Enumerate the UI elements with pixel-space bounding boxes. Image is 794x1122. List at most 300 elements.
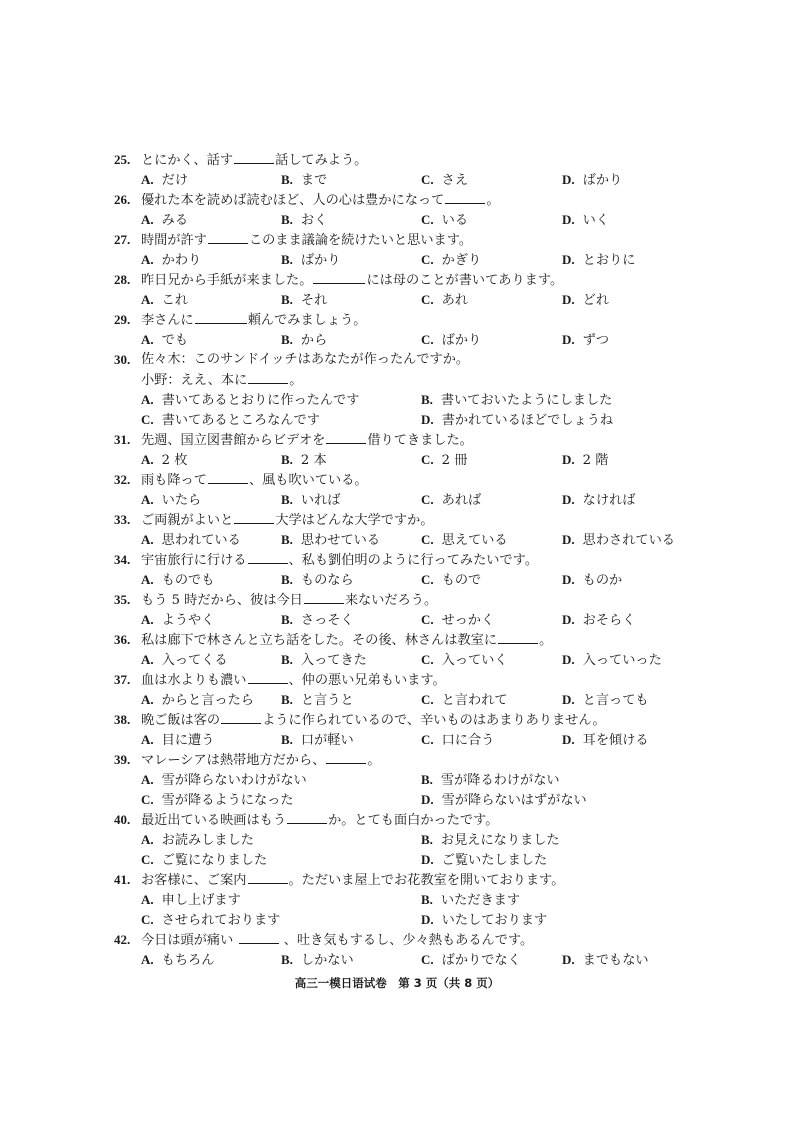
- stem-text: マレーシアは熱帯地方だから、: [141, 753, 326, 768]
- answer-option: [281, 650, 367, 671]
- question-stem-row: [0, 430, 794, 450]
- option-text: それ: [300, 293, 328, 308]
- question-stem-row: [0, 190, 794, 210]
- option-letter: C.: [141, 412, 154, 427]
- answer-option: [281, 490, 340, 511]
- stem-text: 来ないだろう。: [344, 593, 438, 608]
- answer-option: [141, 790, 294, 811]
- stem-text: 雨も降って: [141, 473, 207, 488]
- option-text: 入ってきた: [300, 653, 367, 668]
- answer-blank: [195, 310, 247, 324]
- option-text: ずつ: [582, 333, 610, 348]
- option-text: 口に合う: [441, 733, 495, 748]
- answer-option: [562, 690, 649, 711]
- answer-option: [421, 570, 481, 591]
- options-row: [0, 330, 794, 350]
- options-row: [0, 730, 794, 750]
- stem-text: 宇宙旅行に行ける: [141, 553, 247, 568]
- option-text: 2 枚: [161, 453, 188, 468]
- option-text: 思わせている: [300, 533, 381, 548]
- answer-option: [141, 210, 188, 231]
- option-text: 耳を傾ける: [582, 733, 649, 748]
- option-letter: A.: [141, 292, 154, 307]
- answer-option: [562, 170, 622, 191]
- answer-option: [281, 210, 327, 231]
- options-row: [0, 850, 794, 870]
- option-letter: B.: [281, 532, 293, 547]
- option-letter: B.: [421, 392, 433, 407]
- question-stem-row: [0, 870, 794, 890]
- question-number: 27.: [114, 232, 131, 247]
- answer-option: [562, 450, 608, 471]
- question-stem: [141, 270, 563, 291]
- option-letter: A.: [141, 572, 154, 587]
- answer-option: [141, 290, 188, 311]
- question-stem: [141, 930, 533, 951]
- question-number: 30.: [114, 352, 131, 367]
- answer-option: [141, 530, 241, 551]
- answer-option: [421, 890, 520, 911]
- question-stem: [141, 150, 367, 171]
- answer-option: [141, 170, 188, 191]
- question-number: 32.: [114, 472, 131, 487]
- answer-blank: [208, 470, 248, 484]
- stem-text: 、吐き気もするし、少々熱もあるんです。: [279, 933, 534, 948]
- answer-blank: [234, 510, 274, 524]
- option-letter: B.: [281, 252, 293, 267]
- answer-blank: [234, 150, 274, 164]
- question-stem: [141, 590, 437, 611]
- option-text: お読みしました: [161, 833, 254, 848]
- option-text: あれば: [441, 493, 482, 508]
- option-letter: B.: [421, 832, 433, 847]
- stem-text: 、私も劉伯明のように行ってみたいです。: [288, 553, 539, 568]
- options-row: [0, 450, 794, 470]
- option-text: ものでも: [161, 573, 215, 588]
- answer-option: [421, 950, 521, 971]
- stem-text: 優れた本を読めば読むほど、人の心は豊かになって: [141, 193, 445, 208]
- options-row: [0, 490, 794, 510]
- answer-blank: [304, 590, 344, 604]
- option-text: まで: [300, 173, 328, 188]
- options-row: [0, 570, 794, 590]
- question-stem: [141, 190, 500, 211]
- answer-option: [562, 290, 609, 311]
- answer-option: [141, 250, 201, 271]
- option-letter: D.: [421, 792, 434, 807]
- option-text: と言うと: [300, 693, 354, 708]
- answer-option: [281, 730, 354, 751]
- option-text: いたら: [161, 493, 202, 508]
- option-letter: C.: [421, 612, 434, 627]
- stem-text: 。: [367, 753, 381, 768]
- stem-text: 、仲の悪い兄弟もいます。: [288, 673, 446, 688]
- option-letter: A.: [141, 772, 154, 787]
- option-text: 2 階: [582, 453, 609, 468]
- answer-option: [141, 890, 241, 911]
- answer-option: [281, 170, 327, 191]
- answer-blank: [248, 870, 288, 884]
- option-text: おく: [300, 213, 328, 228]
- option-text: いただきます: [440, 893, 521, 908]
- option-letter: B.: [281, 492, 293, 507]
- option-letter: D.: [562, 692, 575, 707]
- question-stem-row: [0, 350, 794, 370]
- question-stem: [141, 750, 381, 771]
- option-letter: A.: [141, 612, 154, 627]
- answer-blank: [287, 810, 327, 824]
- answer-blank: [221, 710, 261, 724]
- option-text: から: [300, 333, 328, 348]
- option-text: さえ: [441, 173, 469, 188]
- option-letter: D.: [562, 172, 575, 187]
- question-stem: [141, 670, 446, 691]
- answer-option: [421, 450, 467, 471]
- option-text: 思われている: [161, 533, 241, 548]
- option-text: かわり: [161, 253, 202, 268]
- question-number: 28.: [114, 272, 131, 287]
- answer-option: [281, 690, 354, 711]
- stem-text: 。ただいま屋上でお花教室を開いております。: [288, 873, 565, 888]
- answer-blank: [498, 630, 538, 644]
- answer-option: [562, 730, 649, 751]
- option-letter: B.: [281, 572, 293, 587]
- question-number: 36.: [114, 632, 131, 647]
- option-text: 書かれているほどでしょうね: [441, 413, 614, 428]
- answer-blank: [239, 930, 279, 944]
- answer-blank: [248, 670, 288, 684]
- options-row: [0, 890, 794, 910]
- options-row: [0, 410, 794, 430]
- option-text: ようやく: [161, 613, 215, 628]
- answer-option: [281, 250, 340, 271]
- stem-text: 時間が許す: [141, 233, 207, 248]
- option-text: かぎり: [441, 253, 482, 268]
- page-footer: 高三一模日语试卷 第 3 页（共 8 页）: [294, 976, 500, 990]
- option-letter: B.: [281, 332, 293, 347]
- option-letter: D.: [562, 532, 575, 547]
- option-text: さっそく: [300, 613, 354, 628]
- option-text: どれ: [582, 293, 610, 308]
- option-letter: A.: [141, 172, 154, 187]
- option-letter: D.: [421, 852, 434, 867]
- question-number: 29.: [114, 312, 131, 327]
- option-text: 入ってくる: [161, 653, 228, 668]
- question-stem: [141, 550, 538, 571]
- question-stem-row: [0, 510, 794, 530]
- option-letter: C.: [421, 692, 434, 707]
- question-stem-row: [0, 630, 794, 650]
- answer-option: [562, 210, 609, 231]
- answer-option: [562, 950, 649, 971]
- answer-option: [421, 610, 494, 631]
- option-letter: D.: [562, 652, 575, 667]
- option-text: ご覧いたしました: [441, 853, 548, 868]
- question-stem-row: [0, 810, 794, 830]
- option-text: 書いてあるところなんです: [161, 413, 320, 428]
- option-letter: C.: [141, 852, 154, 867]
- answer-option: [562, 330, 609, 351]
- option-letter: D.: [562, 952, 575, 967]
- answer-option: [141, 910, 280, 931]
- stem-text: 大学はどんな大学ですか。: [275, 513, 434, 528]
- option-text: あれ: [441, 293, 469, 308]
- question-sheet: [0, 150, 794, 970]
- question-stem-row: [0, 930, 794, 950]
- answer-option: [421, 530, 508, 551]
- option-text: 申し上げます: [161, 893, 241, 908]
- option-text: 思わされている: [582, 533, 675, 548]
- option-letter: C.: [421, 492, 434, 507]
- answer-option: [141, 490, 201, 511]
- option-text: 書いておいたようにしました: [440, 393, 613, 408]
- answer-option: [562, 530, 675, 551]
- question-stem: [141, 870, 564, 891]
- question-number: 40.: [114, 812, 131, 827]
- question-dialogue-row: [0, 370, 794, 390]
- option-text: ものか: [582, 573, 623, 588]
- question-stem: [141, 630, 552, 651]
- answer-option: [562, 570, 622, 591]
- answer-blank: [208, 230, 248, 244]
- option-letter: C.: [421, 252, 434, 267]
- question-stem-row: [0, 470, 794, 490]
- answer-option: [421, 330, 481, 351]
- option-letter: C.: [421, 332, 434, 347]
- options-row: [0, 690, 794, 710]
- answer-option: [421, 770, 560, 791]
- answer-option: [141, 410, 320, 431]
- option-letter: A.: [141, 452, 154, 467]
- stem-text: 。: [486, 193, 500, 208]
- option-letter: B.: [281, 692, 293, 707]
- answer-option: [141, 450, 187, 471]
- question-number: 37.: [114, 672, 131, 687]
- answer-option: [141, 730, 214, 751]
- option-letter: C.: [421, 292, 434, 307]
- question-stem: [141, 470, 368, 491]
- option-letter: C.: [421, 652, 434, 667]
- question-stem: [141, 810, 498, 831]
- option-letter: D.: [562, 212, 575, 227]
- option-letter: C.: [421, 452, 434, 467]
- answer-option: [281, 290, 327, 311]
- option-letter: D.: [562, 732, 575, 747]
- answer-blank: [445, 190, 485, 204]
- answer-option: [141, 610, 214, 631]
- option-letter: B.: [281, 652, 293, 667]
- answer-option: [281, 530, 380, 551]
- answer-option: [281, 610, 354, 631]
- question-number: 42.: [114, 932, 131, 947]
- question-stem: [141, 230, 472, 251]
- option-text: なければ: [582, 493, 636, 508]
- answer-option: [421, 490, 481, 511]
- option-text: おそらく: [582, 613, 636, 628]
- option-text: いれば: [300, 493, 341, 508]
- option-letter: B.: [421, 892, 433, 907]
- answer-option: [421, 250, 481, 271]
- answer-option: [421, 850, 547, 871]
- option-text: ばかり: [441, 333, 482, 348]
- option-letter: A.: [141, 212, 154, 227]
- stem-text: ご両親がよいと: [141, 513, 234, 528]
- answer-option: [421, 390, 612, 411]
- answer-option: [421, 210, 468, 231]
- option-text: 雪が降るようになった: [161, 793, 294, 808]
- option-letter: A.: [141, 252, 154, 267]
- answer-option: [281, 570, 354, 591]
- stem-text: 話してみよう。: [275, 153, 368, 168]
- option-text: お見えになりました: [440, 833, 560, 848]
- option-letter: C.: [421, 732, 434, 747]
- options-row: [0, 250, 794, 270]
- answer-option: [141, 570, 214, 591]
- question-number: 25.: [114, 152, 131, 167]
- answer-blank: [326, 750, 366, 764]
- option-text: しかない: [300, 953, 354, 968]
- question-stem-row: [0, 710, 794, 730]
- stem-text: 佐々木：このサンドイッチはあなたが作ったんですか。: [141, 352, 470, 367]
- option-text: 入っていった: [582, 653, 662, 668]
- option-letter: A.: [141, 692, 154, 707]
- question-stem-row: [0, 670, 794, 690]
- option-text: と言っても: [582, 693, 649, 708]
- stem-text: か。とても面白かったです。: [328, 813, 499, 828]
- option-letter: B.: [281, 952, 293, 967]
- options-row: [0, 390, 794, 410]
- option-letter: D.: [562, 252, 575, 267]
- stem-text: には母のことが書いてあります。: [366, 273, 564, 288]
- options-row: [0, 770, 794, 790]
- stem-text: 昨日兄から手紙が来ました。: [141, 273, 313, 288]
- option-text: ご覧になりました: [161, 853, 268, 868]
- option-text: でも: [161, 333, 189, 348]
- question-number: 34.: [114, 552, 131, 567]
- answer-option: [141, 330, 188, 351]
- option-letter: A.: [141, 492, 154, 507]
- option-letter: D.: [562, 332, 575, 347]
- stem-text: ように作られているので、辛いものはあまりありません。: [262, 713, 606, 728]
- question-stem-row: [0, 750, 794, 770]
- option-text: 思えている: [441, 533, 508, 548]
- option-letter: A.: [141, 332, 154, 347]
- question-number: 33.: [114, 512, 131, 527]
- answer-option: [281, 450, 327, 471]
- stem-text: もう 5 時だから、彼は今日: [141, 593, 303, 608]
- stem-text: 、風も吹いている。: [248, 473, 368, 488]
- question-stem: [141, 310, 366, 331]
- options-row: [0, 530, 794, 550]
- answer-option: [562, 250, 635, 271]
- answer-option: [281, 950, 354, 971]
- options-row: [0, 910, 794, 930]
- option-letter: D.: [421, 412, 434, 427]
- answer-blank: [248, 370, 288, 384]
- stem-text: 今日は頭が痛い: [141, 933, 238, 948]
- answer-blank: [326, 430, 366, 444]
- option-text: 雪が降らないはずがない: [441, 793, 587, 808]
- option-text: 目に遭う: [161, 733, 215, 748]
- option-letter: D.: [562, 492, 575, 507]
- question-stem: [141, 370, 302, 391]
- options-row: [0, 170, 794, 190]
- answer-option: [421, 790, 587, 811]
- option-letter: C.: [421, 952, 434, 967]
- stem-text: 借りてきました。: [367, 433, 473, 448]
- stem-text: 血は水よりも濃い: [141, 673, 247, 688]
- answer-option: [421, 170, 468, 191]
- option-letter: D.: [562, 572, 575, 587]
- option-letter: B.: [421, 772, 433, 787]
- option-letter: C.: [421, 212, 434, 227]
- options-row: [0, 830, 794, 850]
- option-letter: D.: [562, 292, 575, 307]
- answer-option: [281, 330, 327, 351]
- option-letter: B.: [281, 212, 293, 227]
- answer-option: [421, 830, 560, 851]
- option-letter: B.: [281, 292, 293, 307]
- question-stem-row: [0, 230, 794, 250]
- answer-option: [141, 830, 254, 851]
- question-stem-row: [0, 310, 794, 330]
- option-text: 2 冊: [441, 453, 468, 468]
- option-text: ものなら: [300, 573, 354, 588]
- question-stem: [141, 350, 469, 370]
- options-row: [0, 790, 794, 810]
- answer-option: [141, 850, 267, 871]
- stem-text: お客様に、ご案内: [141, 873, 247, 888]
- option-letter: C.: [421, 532, 434, 547]
- options-row: [0, 290, 794, 310]
- option-letter: C.: [141, 792, 154, 807]
- option-text: までもない: [582, 953, 649, 968]
- stem-text: 晩ご飯は客の: [141, 713, 221, 728]
- stem-text: 。: [539, 633, 553, 648]
- option-letter: B.: [281, 612, 293, 627]
- option-text: させられております: [161, 913, 281, 928]
- option-text: 雪が降るわけがない: [440, 773, 560, 788]
- option-letter: A.: [141, 392, 154, 407]
- options-row: [0, 950, 794, 970]
- options-row: [0, 210, 794, 230]
- question-stem-row: [0, 590, 794, 610]
- question-number: 38.: [114, 712, 131, 727]
- option-text: だけ: [161, 173, 189, 188]
- answer-option: [562, 650, 662, 671]
- option-letter: D.: [421, 912, 434, 927]
- answer-option: [421, 290, 468, 311]
- option-text: 雪が降らないわけがない: [161, 773, 307, 788]
- option-letter: A.: [141, 832, 154, 847]
- option-letter: D.: [562, 612, 575, 627]
- answer-option: [421, 650, 508, 671]
- answer-option: [421, 410, 613, 431]
- question-stem-row: [0, 550, 794, 570]
- option-letter: A.: [141, 532, 154, 547]
- option-letter: A.: [141, 892, 154, 907]
- option-text: ばかり: [582, 173, 623, 188]
- stem-text: 私は廊下で林さんと立ち話をした。その後、林さんは教室に: [141, 633, 498, 648]
- question-stem: [141, 430, 473, 451]
- question-number: 31.: [114, 432, 131, 447]
- option-text: せっかく: [441, 613, 495, 628]
- option-text: とおりに: [582, 253, 636, 268]
- stem-text: 小野：ええ、本に: [141, 373, 248, 388]
- answer-blank: [248, 550, 288, 564]
- answer-option: [141, 650, 228, 671]
- option-text: 2 本: [300, 453, 327, 468]
